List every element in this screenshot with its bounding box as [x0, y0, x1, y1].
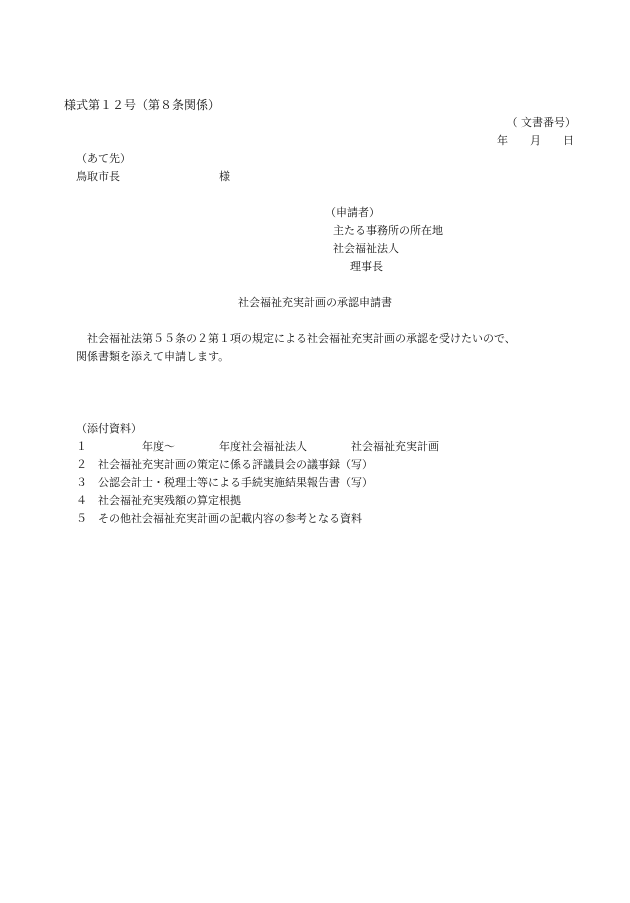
- body-line-2: 関係書類を添えて申請します。: [76, 350, 230, 363]
- attachment-item-3: ３ 公認会計士・税理士等による手続実施結果報告書（写）: [76, 476, 373, 489]
- document-number: （ 文書番号）: [506, 116, 576, 129]
- form-title: 様式第１２号（第８条関係）: [64, 98, 221, 112]
- document-heading: 社会福祉充実計画の承認申請書: [238, 296, 392, 309]
- attachment-item-1: １ 年度～ 年度社会福祉法人 社会福祉充実計画: [76, 440, 439, 453]
- attachment-item-2: ２ 社会福祉充実計画の策定に係る評議員会の議事録（写）: [76, 458, 373, 471]
- date-line: 年 月 日: [497, 134, 574, 147]
- attachment-item-4: ４ 社会福祉充実残額の算定根拠: [76, 494, 241, 507]
- applicant-address: 主たる事務所の所在地: [333, 224, 443, 237]
- applicant-corporation: 社会福祉法人: [333, 242, 399, 255]
- applicant-label: （申請者）: [325, 206, 380, 219]
- attachments-label: （添付資料）: [76, 422, 142, 435]
- addressee-line: 鳥取市長 様: [76, 170, 230, 183]
- body-line-1: 社会福祉法第５５条の２第１項の規定による社会福祉充実計画の承認を受けたいので、: [87, 332, 516, 345]
- attachment-item-5: ５ その他社会福祉充実計画の記載内容の参考となる資料: [76, 512, 362, 525]
- applicant-chairman: 理事長: [350, 260, 383, 273]
- addressee-label: （あて先）: [76, 152, 131, 165]
